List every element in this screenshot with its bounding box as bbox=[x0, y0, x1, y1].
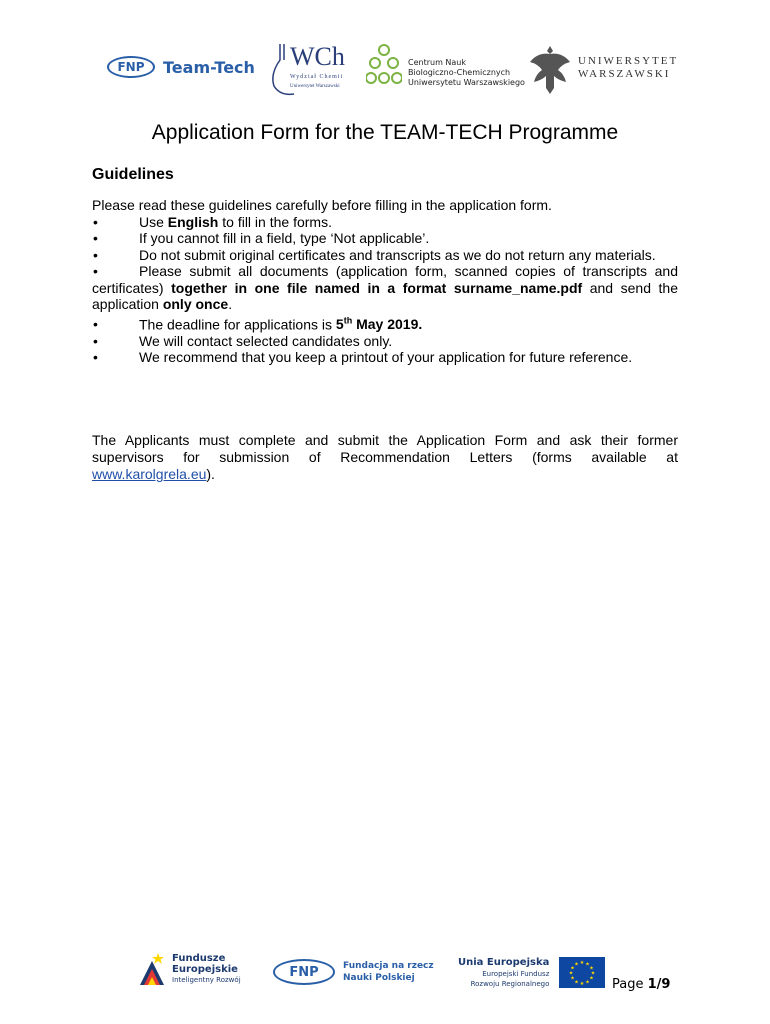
bold-text: only once bbox=[162, 296, 229, 312]
svg-text:★: ★ bbox=[589, 975, 595, 982]
guidelines-intro: Please read these guidelines carefully before filling in the application form. bbox=[92, 197, 552, 213]
guidelines-list bbox=[92, 214, 678, 366]
fnp-logo-oval bbox=[107, 56, 155, 78]
applicants-paragraph bbox=[92, 432, 678, 483]
fnp-footer-oval bbox=[273, 959, 335, 985]
bullet-icon: • bbox=[93, 246, 98, 263]
cnbch-molecule-icon bbox=[366, 42, 402, 88]
cnbch-line-3: Uniwersytetu Warszawskiego bbox=[408, 78, 525, 87]
fnp-team-tech-logo bbox=[107, 56, 255, 78]
cnbch-line-2: Biologiczno-Chemicznych bbox=[408, 68, 511, 77]
document-title: Application Form for the TEAM-TECH Programme bbox=[151, 121, 619, 144]
fe-subtitle: Inteligentny Rozwój bbox=[172, 975, 241, 984]
header-logos bbox=[0, 38, 770, 100]
eagle-emblem-icon bbox=[528, 40, 572, 96]
guidelines-heading: Guidelines bbox=[92, 166, 174, 183]
list-item bbox=[92, 230, 678, 247]
wch-logo-subtitle-2: Uniwersytet Warszawski bbox=[290, 84, 340, 89]
eu-title: Unia Europejska bbox=[458, 957, 550, 968]
deadline-ordinal: th bbox=[343, 315, 353, 326]
svg-text:★: ★ bbox=[574, 979, 580, 986]
text-fragment: Do not submit original certificates and transcripts as we do not return any materials. bbox=[139, 246, 656, 263]
bold-text: English bbox=[167, 213, 219, 230]
fe-line-1: Fundusze bbox=[172, 952, 226, 964]
eu-stars-icon bbox=[559, 957, 605, 988]
text-fragment: . bbox=[228, 296, 233, 312]
deadline-day: 5 bbox=[335, 316, 344, 333]
eu-sub-line-1: Europejski Fundusz bbox=[482, 970, 550, 978]
list-item bbox=[92, 349, 678, 366]
text-fragment: and send the application bbox=[92, 279, 678, 312]
text-fragment: Please submit all documents (application form, scanned copies of transcripts and certificates) bbox=[92, 263, 678, 296]
text-fragment: to fill in the forms. bbox=[218, 213, 332, 230]
fe-star-icon bbox=[138, 951, 166, 987]
wch-logo bbox=[266, 40, 362, 98]
uw-logo-text bbox=[578, 55, 678, 81]
page-number bbox=[612, 977, 670, 992]
wch-logo-text: WCh bbox=[290, 42, 345, 71]
fundusze-europejskie-logo bbox=[138, 951, 241, 987]
bullet-icon: • bbox=[93, 316, 98, 333]
karolgrela-link[interactable]: www.karolgrela.eu bbox=[92, 466, 207, 482]
svg-text:★: ★ bbox=[585, 961, 591, 968]
fnp-footer-line-2: Nauki Polskiej bbox=[343, 973, 415, 983]
svg-text:★: ★ bbox=[580, 981, 585, 987]
eu-sub-line-2: Rozwoju Regionalnego bbox=[470, 980, 550, 988]
list-item bbox=[92, 263, 678, 313]
fnp-footer-logo bbox=[273, 959, 434, 985]
list-item bbox=[92, 247, 678, 264]
bullet-icon: • bbox=[93, 349, 98, 366]
uw-line-2: WARSZAWSKI bbox=[578, 68, 671, 80]
fnp-footer-line-1: Fundacja na rzecz bbox=[343, 961, 434, 971]
text-fragment: The deadline for applications is bbox=[139, 316, 336, 333]
svg-text:★: ★ bbox=[580, 960, 585, 966]
svg-text:★: ★ bbox=[585, 979, 591, 986]
uw-line-1: UNIWERSYTET bbox=[578, 55, 679, 67]
fnp-footer-text bbox=[343, 960, 434, 984]
svg-text:★: ★ bbox=[570, 975, 576, 982]
cnbch-logo bbox=[366, 42, 525, 88]
fe-text bbox=[172, 953, 241, 986]
svg-text:★: ★ bbox=[589, 965, 595, 972]
svg-text:★: ★ bbox=[591, 970, 596, 977]
team-tech-label: Team-Tech bbox=[163, 57, 255, 77]
svg-text:★: ★ bbox=[574, 961, 580, 968]
cnbch-logo-text bbox=[408, 42, 525, 88]
list-item bbox=[92, 214, 678, 231]
uw-logo bbox=[528, 40, 678, 96]
bold-text: together in one file named in a format surname_name.pdf bbox=[171, 279, 583, 296]
text-fragment: We will contact selected candidates only. bbox=[139, 332, 393, 349]
deadline-rest: May 2019. bbox=[352, 316, 423, 333]
fnp-footer-oval-text: FNP bbox=[289, 964, 319, 980]
cnbch-line-1: Centrum Nauk bbox=[408, 58, 466, 67]
page-value: 1/9 bbox=[647, 977, 671, 992]
list-item bbox=[92, 313, 678, 333]
eu-logo-text bbox=[458, 957, 549, 989]
list-item bbox=[92, 333, 678, 350]
bullet-icon: • bbox=[93, 230, 98, 246]
guidelines-content bbox=[92, 197, 678, 366]
text-fragment: If you cannot fill in a field, type ‘Not applicable’. bbox=[139, 230, 430, 246]
bullet-icon: • bbox=[93, 263, 98, 279]
fnp-logo-text: FNP bbox=[117, 60, 145, 74]
eu-logo bbox=[458, 957, 605, 989]
bullet-icon: • bbox=[93, 332, 98, 349]
bullet-icon: • bbox=[93, 213, 98, 230]
text-fragment: Use bbox=[139, 213, 168, 230]
page-label: Page bbox=[612, 977, 648, 992]
fe-line-2: Europejskie bbox=[172, 963, 238, 975]
deadline-date bbox=[336, 316, 422, 332]
eu-flag-icon bbox=[559, 957, 605, 988]
svg-text:★: ★ bbox=[569, 970, 574, 977]
text-fragment: ). bbox=[206, 466, 215, 482]
wch-logo-subtitle: Wydział Chemii bbox=[290, 74, 344, 80]
footer-logos bbox=[0, 945, 770, 995]
svg-text:★: ★ bbox=[570, 965, 576, 972]
text-fragment: The Applicants must complete and submit the Application Form and ask their former supervisors for submission of Recommendation Letters (forms available at bbox=[92, 432, 678, 465]
text-fragment: We recommend that you keep a printout of your application for future reference. bbox=[139, 349, 633, 366]
